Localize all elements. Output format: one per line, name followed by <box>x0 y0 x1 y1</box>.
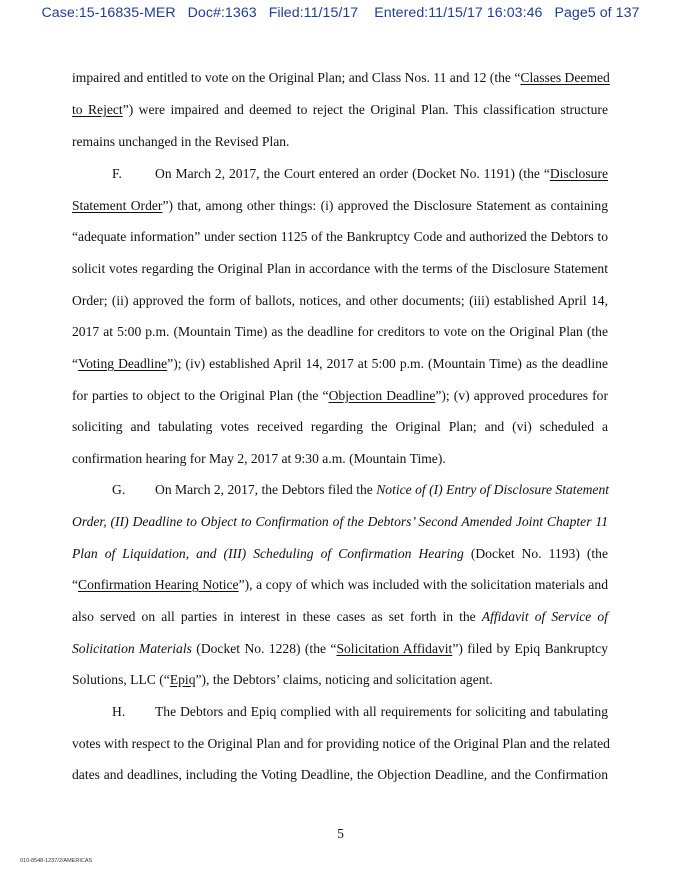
entered-date: Entered:11/15/17 16:03:46 <box>374 5 543 21</box>
text-line: remains unchanged in the Revised Plan. <box>72 134 290 149</box>
text-line: “adequate information” under section 1125 of the Bankruptcy Code and authorized the Debtors to <box>72 229 608 244</box>
text-line: for parties to object to the Original Plan (the “Objection Deadline”); (v) approved procedures for <box>72 388 609 403</box>
paragraph-label: G. <box>112 482 126 497</box>
case-number: Case:15-16835-MER <box>41 5 176 21</box>
page-number: 5 <box>337 826 344 841</box>
text-line: Solutions, LLC (“Epiq”), the Debtors’ claims, noticing and solicitation agent. <box>72 672 493 687</box>
defined-term: Solicitation Affidavit <box>336 641 453 656</box>
paragraph-label: H. <box>112 704 126 719</box>
page-count: Page5 of 137 <box>554 5 640 21</box>
defined-term: Disclosure <box>549 166 608 181</box>
text-line: Plan of Liquidation, and (III) Scheduling of Confirmation Hearing (Docket No. 1193) (the <box>72 546 608 561</box>
text-line: Order, (II) Deadline to Object to Confirmation of the Debtors’ Second Amended Joint Chapter 11 <box>72 514 608 529</box>
defined-term: Objection Deadline <box>328 388 436 403</box>
text-line: Order; (ii) approved the form of ballots, notices, and other documents; (iii) established April 14, <box>72 293 608 308</box>
text-line: 2017 at 5:00 p.m. (Mountain Time) as the deadline for creditors to vote on the Original Plan (the <box>72 324 608 339</box>
text-line: “Confirmation Hearing Notice”), a copy of which was included with the solicitation materials and <box>72 577 608 592</box>
text-line: soliciting and tabulating votes received regarding the Original Plan; and (vi) scheduled a <box>72 419 608 434</box>
doc-number: Doc#:1363 <box>187 5 257 21</box>
filed-date: Filed:11/15/17 <box>268 5 359 21</box>
text-line: solicit votes regarding the Original Plan in accordance with the terms of the Disclosure Statement <box>72 261 608 276</box>
defined-term: Epiq <box>169 672 196 687</box>
defined-term: Statement Order <box>72 198 163 213</box>
court-filing-header <box>0 5 681 21</box>
paragraph-label: F. <box>112 166 122 181</box>
paragraph-g-start: G. On March 2, 2017, the Debtors filed the Notice of (I) Entry of Disclosure Statement <box>72 481 608 499</box>
text-line: Solicitation Materials (Docket No. 1228) (the “Solicitation Affidavit”) filed by Epiq Bankruptcy <box>72 641 608 656</box>
text-line: “Voting Deadline”); (iv) established April 14, 2017 at 5:00 p.m. (Mountain Time) as the deadline <box>72 356 608 371</box>
paragraph-h-start: H. The Debtors and Epiq complied with all requirements for soliciting and tabulating <box>72 703 608 721</box>
text-line: to Reject”) were impaired and deemed to reject the Original Plan. This classification structure <box>72 102 608 117</box>
text-line: impaired and entitled to vote on the Original Plan; and Class Nos. 11 and 12 (the “Classes Deemed <box>72 70 610 85</box>
document-id-footer: 010-8548-1237/2/AMERICAS <box>20 858 93 864</box>
defined-term: Classes Deemed <box>520 70 610 85</box>
defined-term: Voting Deadline <box>78 356 168 371</box>
text-line: confirmation hearing for May 2, 2017 at 9:30 a.m. (Mountain Time). <box>72 451 446 466</box>
text-line: also served on all parties in interest in these cases as set forth in the Affidavit of Service of <box>72 609 608 624</box>
defined-term: to Reject <box>72 102 123 117</box>
paragraph-f-start: F. On March 2, 2017, the Court entered an order (Docket No. 1191) (the “Disclosure <box>72 165 608 183</box>
text-line: votes with respect to the Original Plan and for providing notice of the Original Plan and the related <box>72 736 610 751</box>
text-line: dates and deadlines, including the Voting Deadline, the Objection Deadline, and the Confirmation <box>72 767 608 782</box>
text-line: Statement Order”) that, among other things: (i) approved the Disclosure Statement as containing <box>72 198 608 213</box>
defined-term: Confirmation Hearing Notice <box>78 577 239 592</box>
